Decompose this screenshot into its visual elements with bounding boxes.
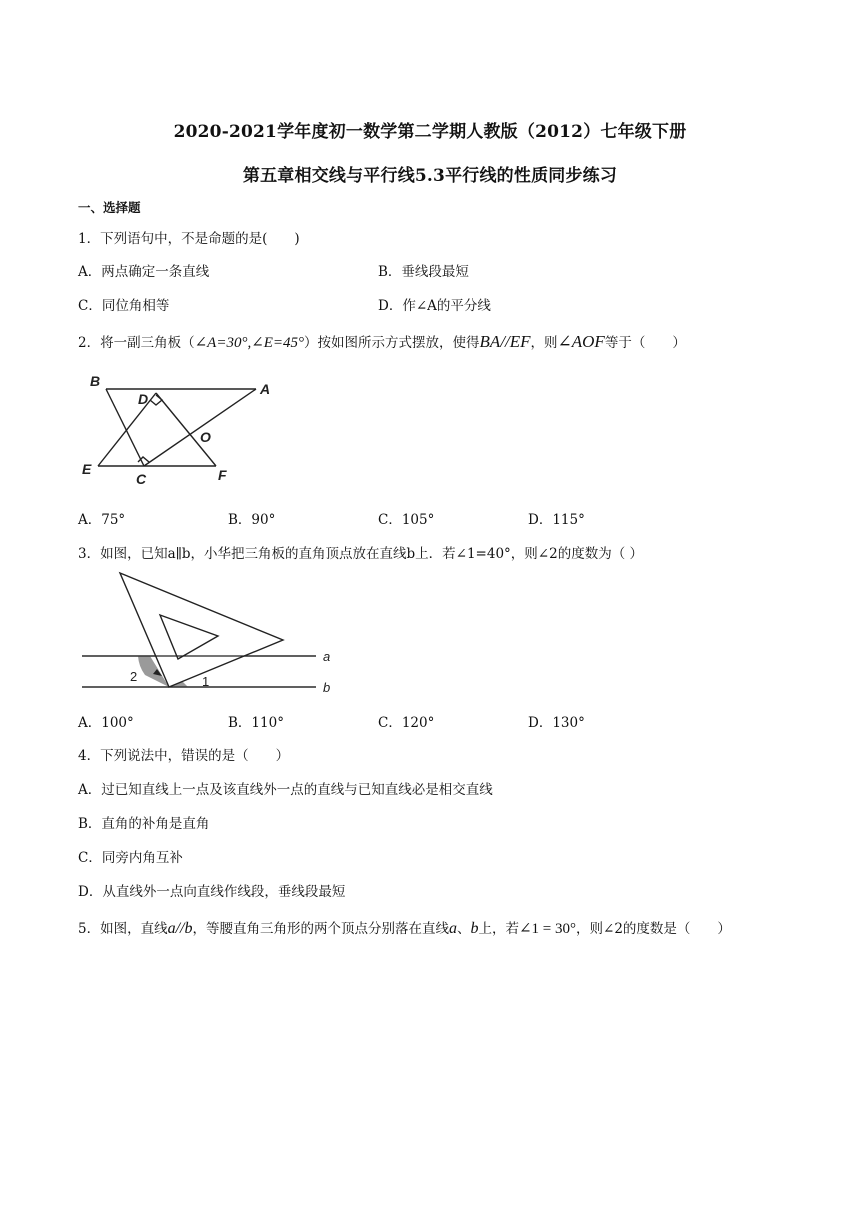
q2-right-angle-d <box>150 395 162 405</box>
q2-label-a: A <box>260 381 271 397</box>
q2-stem-angles: ∠A=30°,∠E=45° <box>194 335 305 351</box>
q5-stem-line-b: b <box>470 920 479 937</box>
q5-stem-suffix: ，则∠2的度数是（ ） <box>576 921 731 937</box>
q3-option-a: A．100° <box>78 715 134 731</box>
question-3-stem: 3．如图，已知a∥b，小华把三角板的直角顶点放在直线b上．若∠1=40°，则∠2的度数为（ ） <box>78 546 643 562</box>
title-line-2: 第五章相交线与平行线5.3平行线的性质同步练习 <box>242 166 618 186</box>
q5-stem-line-a: a <box>448 920 457 937</box>
q5-stem-parallel: a//b <box>167 920 193 937</box>
q1-option-b: B．垂线段最短 <box>378 264 469 280</box>
q2-label-e: E <box>82 461 92 477</box>
q1-option-d: D．作∠A的平分线 <box>378 298 491 314</box>
q2-option-b: B．90° <box>228 512 276 528</box>
q5-stem-mid1: ，等腰直角三角形的两个顶点分别落在直线 <box>192 921 449 937</box>
q1-option-c: C．同位角相等 <box>78 298 170 314</box>
q2-stem-angle-aof: ∠AOF <box>557 332 605 351</box>
q3-option-d: D．130° <box>528 715 585 731</box>
q5-stem-mid2: 、 <box>456 921 471 937</box>
q4-option-c: C．同旁内角互补 <box>78 850 183 866</box>
question-4-stem: 4．下列说法中，错误的是（ ） <box>78 748 290 764</box>
title-line-1: 2020-2021学年度初一数学第二学期人教版（2012）七年级下册 <box>173 122 687 142</box>
q3-label-2: 2 <box>130 669 138 684</box>
question-1-stem: 1．下列语句中，不是命题的是( ) <box>78 231 300 247</box>
q2-label-c: C <box>136 471 147 487</box>
q1-option-a: A．两点确定一条直线 <box>78 264 210 280</box>
q2-stem-mid2: ，则 <box>530 335 558 351</box>
q5-stem-angle: ∠1 = 30° <box>518 921 577 937</box>
q2-stem-mid1: ）按如图所示方式摆放，使得 <box>304 335 480 351</box>
q4-option-d: D．从直线外一点向直线作线段，垂线段最短 <box>78 884 346 900</box>
section-heading: 一、选择题 <box>78 200 141 215</box>
q2-stem-parallel: BA//EF <box>479 332 531 351</box>
question-2-stem <box>78 331 686 352</box>
q5-stem-prefix: 5．如图，直线 <box>78 921 168 937</box>
q2-label-f: F <box>218 467 227 483</box>
q2-stem-prefix: 2．将一副三角板（ <box>78 335 195 351</box>
q3-label-b: b <box>323 680 331 695</box>
q2-option-c: C．105° <box>378 512 435 528</box>
q3-option-c: C．120° <box>378 715 435 731</box>
q2-option-a: A．75° <box>78 512 126 528</box>
q2-label-o: O <box>200 429 211 445</box>
q2-figure <box>76 370 286 488</box>
q4-option-b: B．直角的补角是直角 <box>78 816 210 832</box>
q3-figure <box>78 568 348 696</box>
q3-option-b: B．110° <box>228 715 284 731</box>
q2-stem-suffix: 等于（ ） <box>604 335 686 351</box>
q5-stem-mid3: 上，若 <box>478 921 519 937</box>
q3-label-1: 1 <box>202 674 210 689</box>
q2-label-b: B <box>90 373 101 389</box>
q2-label-d: D <box>138 391 149 407</box>
q2-option-d: D．115° <box>528 512 585 528</box>
q3-label-a: a <box>323 649 331 664</box>
question-5-stem <box>78 917 731 938</box>
q4-option-a: A．过已知直线上一点及该直线外一点的直线与已知直线必是相交直线 <box>78 782 493 798</box>
